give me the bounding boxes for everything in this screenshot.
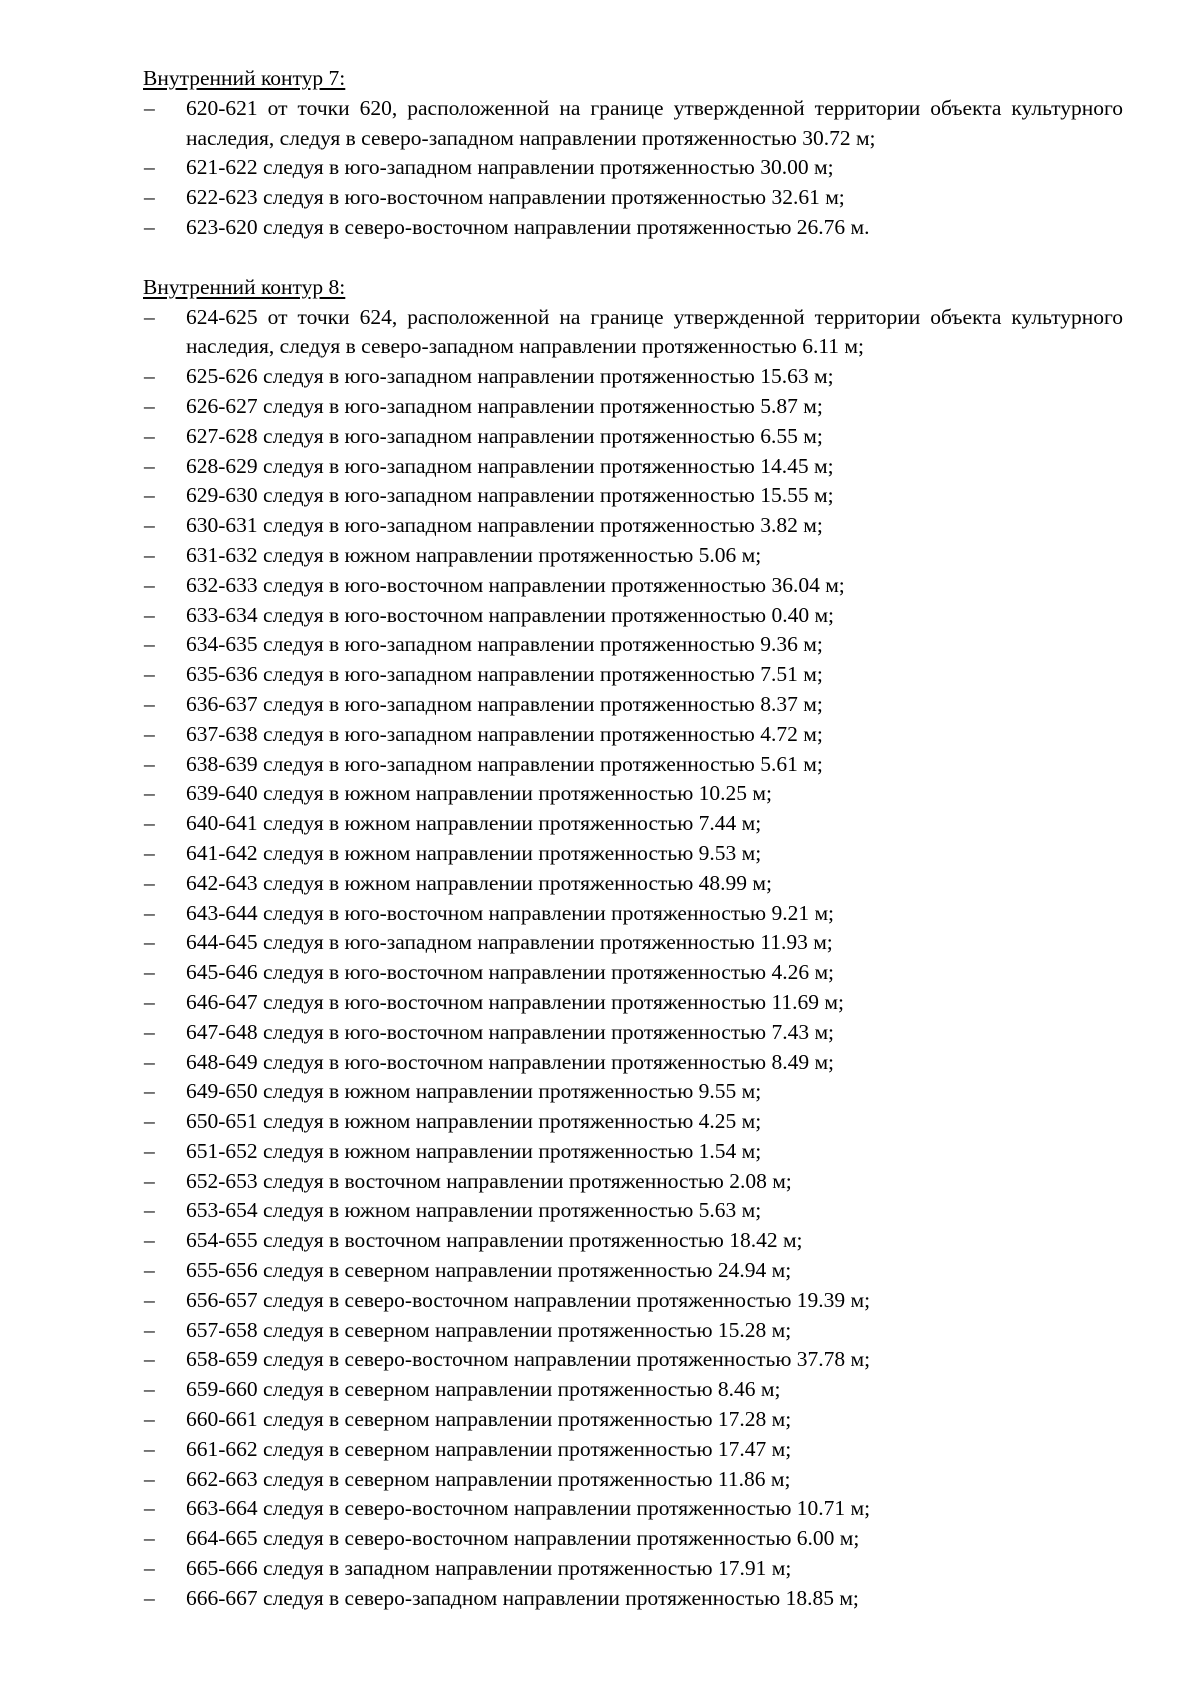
list-item-text: 662-663 следуя в северном направлении протяженностью 11.86 м; — [186, 1466, 791, 1491]
list-item-text: 648-649 следуя в юго-восточном направлении протяженностью 8.49 м; — [186, 1049, 835, 1074]
list-item — [143, 1167, 1123, 1197]
section-title: Внутренний контур 7: — [143, 66, 346, 90]
list-item-text: 629-630 следуя в юго-западном направлении протяженностью 15.55 м; — [186, 483, 834, 508]
list-bullet: – — [144, 1079, 155, 1104]
list-item-text: 632-633 следуя в юго-восточном направлении протяженностью 36.04 м; — [186, 572, 845, 597]
list-item-text: 666-667 следуя в северо-западном направлении протяженностью 18.85 м; — [186, 1585, 859, 1610]
list-item — [143, 839, 1123, 869]
list-bullet: – — [144, 95, 155, 120]
list-item — [143, 392, 1123, 422]
list-item — [143, 1405, 1123, 1435]
list-bullet: – — [144, 1109, 155, 1134]
list-bullet: – — [144, 751, 155, 776]
list-bullet: – — [144, 542, 155, 567]
list-item-text: 655-656 следуя в северном направлении протяженностью 24.94 м; — [186, 1258, 792, 1283]
list-item — [143, 1107, 1123, 1137]
list-bullet: – — [144, 1258, 155, 1283]
list-item-text: 627-628 следуя в юго-западном направлении протяженностью 6.55 м; — [186, 423, 823, 448]
list-item-text: 620-621 от точки 620, расположенной на границе утвержденной территории объекта культурного наследия, следуя в северо-западном направлении протяженностью 30.72 м; — [186, 95, 1123, 150]
list-item — [143, 541, 1123, 571]
list-item-text: 624-625 от точки 624, расположенной на границе утвержденной территории объекта культурного наследия, следуя в северо-западном направлении протяженностью 6.11 м; — [186, 304, 1123, 359]
list-bullet: – — [144, 989, 155, 1014]
list-bullet: – — [144, 1138, 155, 1163]
list-item — [143, 958, 1123, 988]
list-item-text: 664-665 следуя в северо-восточном направлении протяженностью 6.00 м; — [186, 1526, 860, 1551]
list-item — [143, 1226, 1123, 1256]
list-bullet: – — [144, 1317, 155, 1342]
list-bullet: – — [144, 870, 155, 895]
section-contour-8 — [143, 273, 1123, 1614]
list-item-text: 623-620 следуя в северо-восточном направлении протяженностью 26.76 м. — [186, 214, 870, 239]
list-bullet: – — [144, 304, 155, 329]
list-bullet: – — [144, 691, 155, 716]
list-bullet: – — [144, 1377, 155, 1402]
list-bullet: – — [144, 1198, 155, 1223]
list-item — [143, 1465, 1123, 1495]
list-item — [143, 1316, 1123, 1346]
list-bullet: – — [144, 1168, 155, 1193]
list-item — [143, 1375, 1123, 1405]
list-item — [143, 511, 1123, 541]
list-item — [143, 1018, 1123, 1048]
list-item — [143, 750, 1123, 780]
list-item-text: 630-631 следуя в юго-западном направлении протяженностью 3.82 м; — [186, 513, 823, 538]
list-item-text: 658-659 следуя в северо-восточном направлении протяженностью 37.78 м; — [186, 1347, 871, 1372]
list-bullet: – — [144, 1287, 155, 1312]
list-bullet: – — [144, 423, 155, 448]
list-bullet: – — [144, 602, 155, 627]
list-bullet: – — [144, 721, 155, 746]
list-item-text: 663-664 следуя в северо-восточном направлении протяженностью 10.71 м; — [186, 1496, 871, 1521]
list-item — [143, 779, 1123, 809]
list-bullet: – — [144, 513, 155, 538]
list-item — [143, 1524, 1123, 1554]
list-item — [143, 928, 1123, 958]
list-item-text: 636-637 следуя в юго-западном направлении протяженностью 8.37 м; — [186, 691, 823, 716]
list-bullet: – — [144, 453, 155, 478]
list-item-text: 628-629 следуя в юго-западном направлении протяженностью 14.45 м; — [186, 453, 834, 478]
list-item-text: 659-660 следуя в северном направлении протяженностью 8.46 м; — [186, 1377, 781, 1402]
list-item-text: 626-627 следуя в юго-западном направлении протяженностью 5.87 м; — [186, 393, 823, 418]
list-item — [143, 1554, 1123, 1584]
list-bullet: – — [144, 185, 155, 210]
list-item — [143, 690, 1123, 720]
list-bullet: – — [144, 364, 155, 389]
list-item — [143, 1286, 1123, 1316]
list-item — [143, 660, 1123, 690]
section-title: Внутренний контур 8: — [143, 274, 346, 299]
list-item-text: 656-657 следуя в северо-восточном направлении протяженностью 19.39 м; — [186, 1287, 871, 1312]
list-item-text: 647-648 следуя в юго-восточном направлении протяженностью 7.43 м; — [186, 1019, 835, 1044]
list-bullet: – — [144, 572, 155, 597]
list-bullet: – — [144, 1496, 155, 1521]
list-item-text: 660-661 следуя в северном направлении протяженностью 17.28 м; — [186, 1407, 792, 1432]
list-bullet: – — [144, 214, 155, 239]
list-item-text: 625-626 следуя в юго-западном направлении протяженностью 15.63 м; — [186, 364, 834, 389]
list-item — [143, 899, 1123, 929]
list-item-text: 635-636 следуя в юго-западном направлении протяженностью 7.51 м; — [186, 662, 823, 687]
list-item — [143, 1196, 1123, 1226]
list-bullet: – — [144, 900, 155, 925]
list-bullet: – — [144, 1049, 155, 1074]
list-bullet: – — [144, 1228, 155, 1253]
list-bullet: – — [144, 840, 155, 865]
section-contour-7 — [143, 64, 1123, 243]
list-item — [143, 630, 1123, 660]
list-item — [143, 183, 1123, 213]
list-bullet: – — [144, 1466, 155, 1491]
list-bullet: – — [144, 1436, 155, 1461]
list-bullet: – — [144, 1556, 155, 1581]
list-bullet: – — [144, 155, 155, 180]
list-bullet: – — [144, 1407, 155, 1432]
list-item — [143, 1494, 1123, 1524]
list-item — [143, 988, 1123, 1018]
list-bullet: – — [144, 1019, 155, 1044]
list-bullet: – — [144, 662, 155, 687]
list-item — [143, 1048, 1123, 1078]
list-item-text: 652-653 следуя в восточном направлении протяженностью 2.08 м; — [186, 1168, 792, 1193]
list-item — [143, 1435, 1123, 1465]
document-body — [143, 64, 1123, 1614]
list-item — [143, 1584, 1123, 1614]
boundary-list — [143, 94, 1123, 243]
list-item-text: 622-623 следуя в юго-восточном направлении протяженностью 32.61 м; — [186, 185, 845, 210]
list-item — [143, 869, 1123, 899]
list-item-text: 646-647 следуя в юго-восточном направлении протяженностью 11.69 м; — [186, 989, 844, 1014]
list-item — [143, 481, 1123, 511]
list-bullet: – — [144, 1347, 155, 1372]
list-item — [143, 1256, 1123, 1286]
list-item — [143, 422, 1123, 452]
list-item — [143, 94, 1123, 154]
list-item — [143, 601, 1123, 631]
list-bullet: – — [144, 811, 155, 836]
list-item-text: 633-634 следуя в юго-восточном направлении протяженностью 0.40 м; — [186, 602, 835, 627]
list-item — [143, 303, 1123, 363]
list-item-text: 641-642 следуя в южном направлении протяженностью 9.53 м; — [186, 840, 762, 865]
list-item-text: 638-639 следуя в юго-западном направлении протяженностью 5.61 м; — [186, 751, 823, 776]
list-bullet: – — [144, 781, 155, 806]
list-item-text: 644-645 следуя в юго-западном направлении протяженностью 11.93 м; — [186, 930, 833, 955]
list-bullet: – — [144, 632, 155, 657]
list-item-text: 661-662 следуя в северном направлении протяженностью 17.47 м; — [186, 1436, 792, 1461]
list-item-text: 657-658 следуя в северном направлении протяженностью 15.28 м; — [186, 1317, 792, 1342]
list-item-text: 654-655 следуя в восточном направлении протяженностью 18.42 м; — [186, 1228, 803, 1253]
boundary-list — [143, 303, 1123, 1614]
list-item — [143, 809, 1123, 839]
list-item-text: 650-651 следуя в южном направлении протяженностью 4.25 м; — [186, 1109, 762, 1134]
list-item-text: 642-643 следуя в южном направлении протяженностью 48.99 м; — [186, 870, 772, 895]
list-item — [143, 1137, 1123, 1167]
list-bullet: – — [144, 1585, 155, 1610]
list-item-text: 631-632 следуя в южном направлении протяженностью 5.06 м; — [186, 542, 762, 567]
list-item-text: 665-666 следуя в западном направлении протяженностью 17.91 м; — [186, 1556, 792, 1581]
list-item — [143, 153, 1123, 183]
list-item-text: 649-650 следуя в южном направлении протяженностью 9.55 м; — [186, 1079, 762, 1104]
list-item — [143, 1077, 1123, 1107]
list-bullet: – — [144, 960, 155, 985]
list-item — [143, 362, 1123, 392]
list-item-text: 643-644 следуя в юго-восточном направлении протяженностью 9.21 м; — [186, 900, 835, 925]
list-item-text: 634-635 следуя в юго-западном направлении протяженностью 9.36 м; — [186, 632, 823, 657]
list-item — [143, 571, 1123, 601]
list-bullet: – — [144, 393, 155, 418]
list-item — [143, 720, 1123, 750]
list-item — [143, 1345, 1123, 1375]
list-item-text: 640-641 следуя в южном направлении протяженностью 7.44 м; — [186, 811, 762, 836]
list-item-text: 639-640 следуя в южном направлении протяженностью 10.25 м; — [186, 781, 772, 806]
list-item — [143, 452, 1123, 482]
list-item-text: 637-638 следуя в юго-западном направлении протяженностью 4.72 м; — [186, 721, 823, 746]
list-item-text: 651-652 следуя в южном направлении протяженностью 1.54 м; — [186, 1138, 762, 1163]
list-item — [143, 213, 1123, 243]
list-bullet: – — [144, 1526, 155, 1551]
list-item-text: 645-646 следуя в юго-восточном направлении протяженностью 4.26 м; — [186, 960, 835, 985]
list-bullet: – — [144, 930, 155, 955]
list-bullet: – — [144, 483, 155, 508]
list-item-text: 621-622 следуя в юго-западном направлении протяженностью 30.00 м; — [186, 155, 834, 180]
list-item-text: 653-654 следуя в южном направлении протяженностью 5.63 м; — [186, 1198, 762, 1223]
